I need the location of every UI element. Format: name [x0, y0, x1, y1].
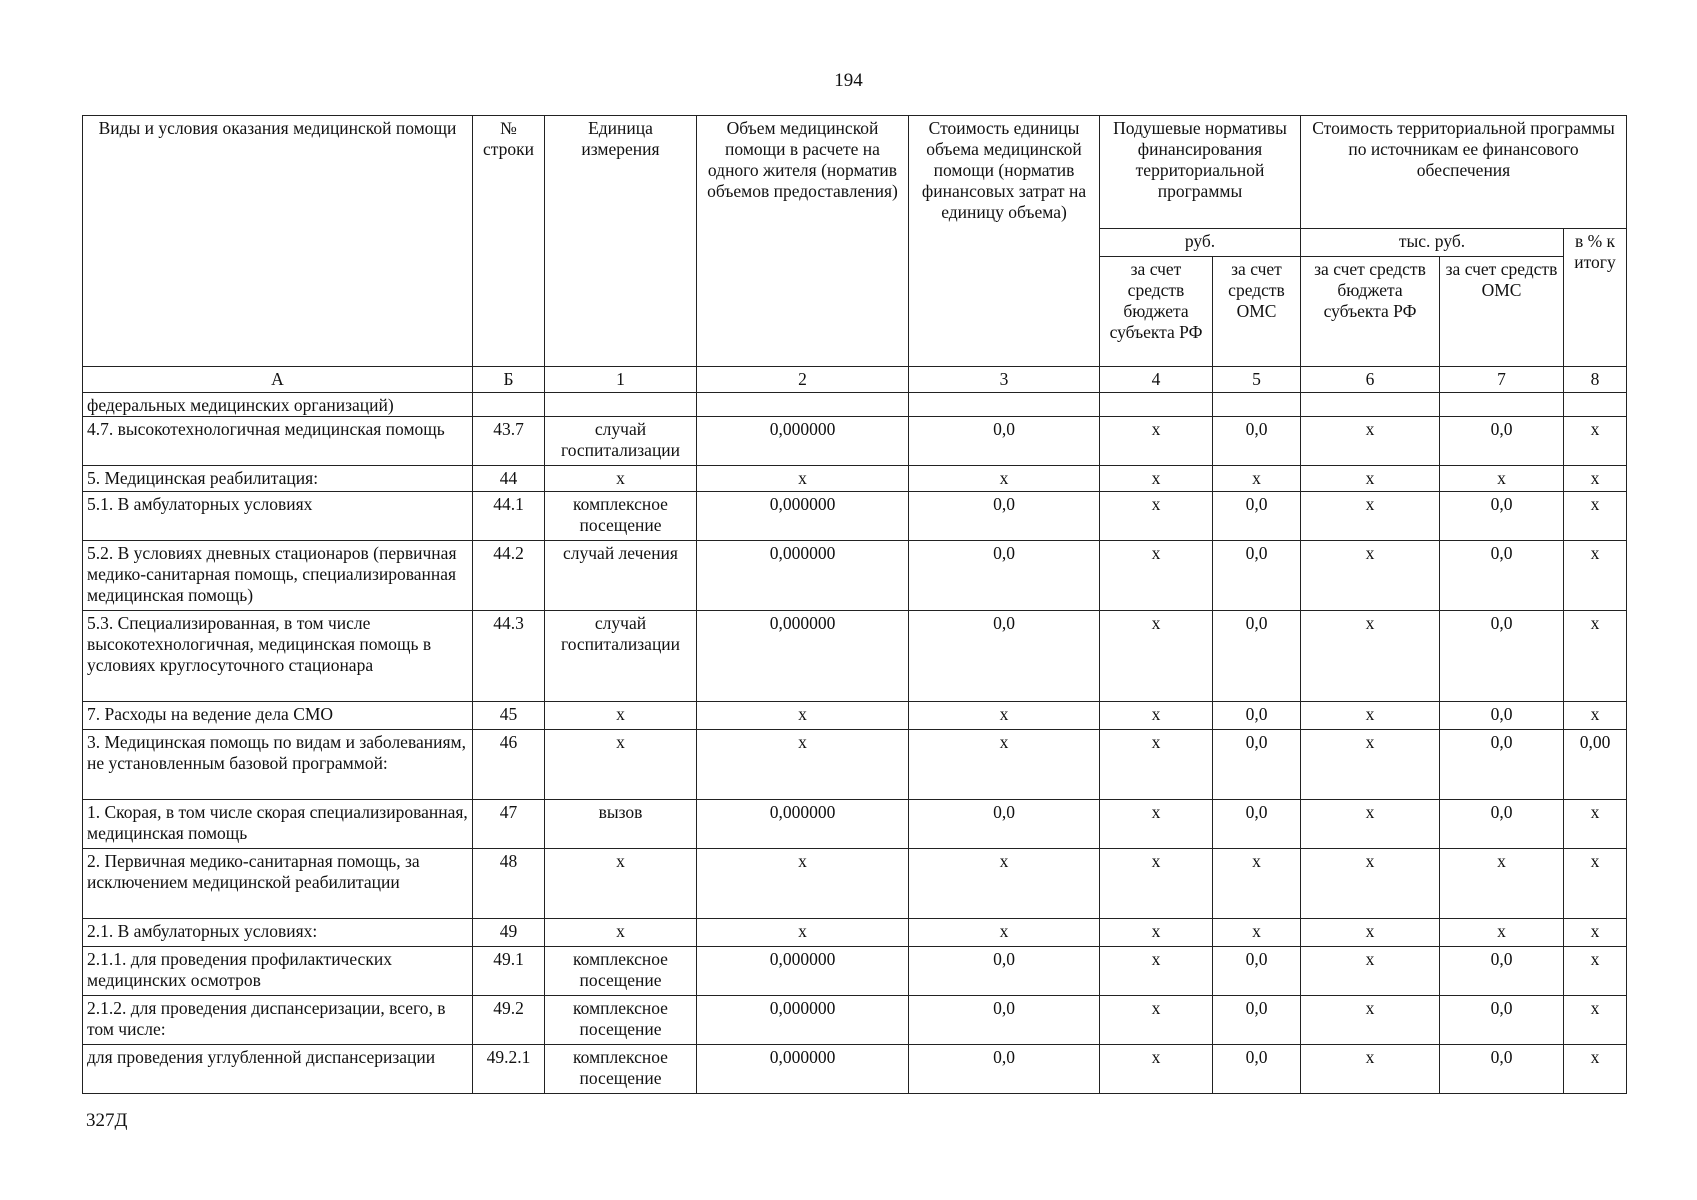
table-row: [83, 849, 1627, 919]
cost-budget: х: [1301, 466, 1440, 492]
percent-of-total: х: [1564, 947, 1627, 996]
unit-of-measure: комплексное посещение: [545, 996, 697, 1045]
table-row: [83, 800, 1627, 849]
header-col-1: Единица измерения: [545, 116, 697, 367]
row-label: 5.2. В условиях дневных стационаров (первичная медико-санитарная помощь, специализированная медицинская помощь): [83, 541, 473, 611]
unit-of-measure: комплексное посещение: [545, 492, 697, 541]
unit-of-measure: х: [545, 466, 697, 492]
table-row: [83, 393, 1627, 417]
row-number: 46: [473, 730, 545, 800]
column-index: 1: [545, 367, 697, 393]
per-capita-oms: 0,0: [1213, 702, 1301, 730]
unit-of-measure: х: [545, 849, 697, 919]
column-index: 3: [909, 367, 1100, 393]
column-index: 8: [1564, 367, 1627, 393]
row-label: 2.1. В амбулаторных условиях:: [83, 919, 473, 947]
cost-budget: х: [1301, 730, 1440, 800]
cost-oms: х: [1440, 466, 1564, 492]
unit-of-measure: комплексное посещение: [545, 1045, 697, 1094]
cost-oms: 0,0: [1440, 611, 1564, 702]
unit-of-measure: случай госпитализации: [545, 417, 697, 466]
unit-of-measure: случай лечения: [545, 541, 697, 611]
volume-per-capita: 0,000000: [697, 541, 909, 611]
unit-cost: 0,0: [909, 800, 1100, 849]
table-row: [83, 611, 1627, 702]
percent-of-total: х: [1564, 541, 1627, 611]
header-col-a: Виды и условия оказания медицинской помощи: [83, 116, 473, 367]
header-col-b: № строки: [473, 116, 545, 367]
column-index: 6: [1301, 367, 1440, 393]
unit-cost: 0,0: [909, 996, 1100, 1045]
cost-budget: х: [1301, 541, 1440, 611]
volume-per-capita: 0,000000: [697, 492, 909, 541]
per-capita-oms: [1213, 393, 1301, 417]
per-capita-oms: 0,0: [1213, 1045, 1301, 1094]
cost-budget: х: [1301, 1045, 1440, 1094]
column-index: 7: [1440, 367, 1564, 393]
column-index: 5: [1213, 367, 1301, 393]
percent-of-total: х: [1564, 1045, 1627, 1094]
header-thous-rub: тыс. руб.: [1301, 229, 1564, 257]
column-index: Б: [473, 367, 545, 393]
unit-cost: 0,0: [909, 417, 1100, 466]
page-number: 194: [834, 70, 863, 91]
per-capita-oms: х: [1213, 466, 1301, 492]
table-row: [83, 996, 1627, 1045]
unit-of-measure: случай госпитализации: [545, 611, 697, 702]
per-capita-budget: х: [1100, 541, 1213, 611]
cost-oms: 0,0: [1440, 417, 1564, 466]
row-number: 43.7: [473, 417, 545, 466]
per-capita-oms: 0,0: [1213, 417, 1301, 466]
cost-budget: х: [1301, 800, 1440, 849]
cost-oms: 0,0: [1440, 541, 1564, 611]
header-col-4: за счет средств бюджета субъекта РФ: [1100, 257, 1213, 367]
table-row: [83, 730, 1627, 800]
percent-of-total: х: [1564, 611, 1627, 702]
percent-of-total: х: [1564, 919, 1627, 947]
header-rub: руб.: [1100, 229, 1301, 257]
row-label: 3. Медицинская помощь по видам и заболеваниям, не установленным базовой программой:: [83, 730, 473, 800]
volume-per-capita: 0,000000: [697, 800, 909, 849]
cost-budget: х: [1301, 417, 1440, 466]
unit-cost: 0,0: [909, 492, 1100, 541]
row-label: федеральных медицинских организаций): [83, 393, 473, 417]
unit-cost: х: [909, 849, 1100, 919]
per-capita-oms: 0,0: [1213, 492, 1301, 541]
cost-oms: 0,0: [1440, 730, 1564, 800]
cost-oms: х: [1440, 919, 1564, 947]
header-col-3: Стоимость единицы объема медицинской помощи (норматив финансовых затрат на единицу объема): [909, 116, 1100, 367]
per-capita-budget: [1100, 393, 1213, 417]
volume-per-capita: х: [697, 919, 909, 947]
unit-of-measure: х: [545, 730, 697, 800]
financing-table: [82, 115, 1627, 1094]
per-capita-budget: х: [1100, 996, 1213, 1045]
per-capita-oms: 0,0: [1213, 800, 1301, 849]
percent-of-total: х: [1564, 417, 1627, 466]
unit-of-measure: вызов: [545, 800, 697, 849]
table-row: [83, 702, 1627, 730]
header-per-capita-group: Подушевые нормативы финансирования территориальной программы: [1100, 116, 1301, 229]
volume-per-capita: х: [697, 730, 909, 800]
percent-of-total: х: [1564, 800, 1627, 849]
per-capita-oms: 0,0: [1213, 730, 1301, 800]
unit-cost: 0,0: [909, 541, 1100, 611]
per-capita-budget: х: [1100, 1045, 1213, 1094]
header-col-7: за счет средств ОМС: [1440, 257, 1564, 367]
row-number: [473, 393, 545, 417]
row-label: 7. Расходы на ведение дела СМО: [83, 702, 473, 730]
row-number: 48: [473, 849, 545, 919]
header-pct-total: в % к итогу: [1564, 229, 1627, 367]
unit-of-measure: х: [545, 702, 697, 730]
header-col-2: Объем медицинской помощи в расчете на одного жителя (норматив объемов предоставления): [697, 116, 909, 367]
row-label: для проведения углубленной диспансеризации: [83, 1045, 473, 1094]
per-capita-oms: х: [1213, 919, 1301, 947]
percent-of-total: х: [1564, 702, 1627, 730]
cost-oms: 0,0: [1440, 800, 1564, 849]
per-capita-budget: х: [1100, 611, 1213, 702]
row-label: 4.7. высокотехнологичная медицинская помощь: [83, 417, 473, 466]
row-number: 45: [473, 702, 545, 730]
row-number: 47: [473, 800, 545, 849]
row-label: 1. Скорая, в том числе скорая специализированная, медицинская помощь: [83, 800, 473, 849]
unit-cost: х: [909, 702, 1100, 730]
cost-budget: х: [1301, 947, 1440, 996]
volume-per-capita: 0,000000: [697, 611, 909, 702]
volume-per-capita: 0,000000: [697, 1045, 909, 1094]
percent-of-total: 0,00: [1564, 730, 1627, 800]
unit-cost: [909, 393, 1100, 417]
volume-per-capita: 0,000000: [697, 996, 909, 1045]
unit-of-measure: х: [545, 919, 697, 947]
per-capita-oms: х: [1213, 849, 1301, 919]
row-number: 44: [473, 466, 545, 492]
per-capita-budget: х: [1100, 702, 1213, 730]
column-index-row: [83, 367, 1627, 393]
header-cost-group: Стоимость территориальной программы по источникам ее финансового обеспечения: [1301, 116, 1627, 229]
row-number: 44.3: [473, 611, 545, 702]
column-index: 4: [1100, 367, 1213, 393]
table-header: [83, 116, 1627, 367]
unit-of-measure: комплексное посещение: [545, 947, 697, 996]
table-row: [83, 466, 1627, 492]
per-capita-oms: 0,0: [1213, 947, 1301, 996]
cost-budget: х: [1301, 919, 1440, 947]
unit-cost: х: [909, 919, 1100, 947]
unit-cost: х: [909, 730, 1100, 800]
cost-oms: 0,0: [1440, 947, 1564, 996]
percent-of-total: х: [1564, 466, 1627, 492]
volume-per-capita: х: [697, 466, 909, 492]
row-label: 2.1.1. для проведения профилактических медицинских осмотров: [83, 947, 473, 996]
cost-budget: х: [1301, 996, 1440, 1045]
per-capita-budget: х: [1100, 849, 1213, 919]
cost-oms: 0,0: [1440, 492, 1564, 541]
volume-per-capita: х: [697, 702, 909, 730]
volume-per-capita: [697, 393, 909, 417]
document-code: 327Д: [86, 1110, 128, 1131]
unit-cost: 0,0: [909, 1045, 1100, 1094]
per-capita-budget: х: [1100, 919, 1213, 947]
per-capita-budget: х: [1100, 466, 1213, 492]
cost-budget: х: [1301, 849, 1440, 919]
cost-oms: 0,0: [1440, 996, 1564, 1045]
per-capita-oms: 0,0: [1213, 611, 1301, 702]
table-row: [83, 417, 1627, 466]
per-capita-budget: х: [1100, 492, 1213, 541]
per-capita-budget: х: [1100, 800, 1213, 849]
unit-cost: 0,0: [909, 611, 1100, 702]
unit-cost: х: [909, 466, 1100, 492]
per-capita-budget: х: [1100, 730, 1213, 800]
row-number: 49.2.1: [473, 1045, 545, 1094]
cost-budget: х: [1301, 611, 1440, 702]
per-capita-budget: х: [1100, 417, 1213, 466]
volume-per-capita: 0,000000: [697, 417, 909, 466]
cost-budget: х: [1301, 702, 1440, 730]
row-label: 5. Медицинская реабилитация:: [83, 466, 473, 492]
volume-per-capita: х: [697, 849, 909, 919]
row-label: 5.3. Специализированная, в том числе высокотехнологичная, медицинская помощь в условиях круглосуточного стационара: [83, 611, 473, 702]
row-number: 49.1: [473, 947, 545, 996]
per-capita-oms: 0,0: [1213, 541, 1301, 611]
row-number: 44.1: [473, 492, 545, 541]
column-index: 2: [697, 367, 909, 393]
cost-budget: х: [1301, 492, 1440, 541]
column-index: А: [83, 367, 473, 393]
percent-of-total: х: [1564, 492, 1627, 541]
cost-oms: 0,0: [1440, 702, 1564, 730]
row-label: 2.1.2. для проведения диспансеризации, всего, в том числе:: [83, 996, 473, 1045]
table-row: [83, 492, 1627, 541]
row-label: 2. Первичная медико-санитарная помощь, за исключением медицинской реабилитации: [83, 849, 473, 919]
table-row: [83, 919, 1627, 947]
table-body: [83, 367, 1627, 1094]
volume-per-capita: 0,000000: [697, 947, 909, 996]
per-capita-budget: х: [1100, 947, 1213, 996]
cost-oms: х: [1440, 849, 1564, 919]
percent-of-total: х: [1564, 849, 1627, 919]
row-number: 49: [473, 919, 545, 947]
table-row: [83, 1045, 1627, 1094]
cost-oms: 0,0: [1440, 1045, 1564, 1094]
unit-of-measure: [545, 393, 697, 417]
percent-of-total: [1564, 393, 1627, 417]
cost-oms: [1440, 393, 1564, 417]
header-col-5: за счет средств ОМС: [1213, 257, 1301, 367]
header-col-6: за счет средств бюджета субъекта РФ: [1301, 257, 1440, 367]
percent-of-total: х: [1564, 996, 1627, 1045]
cost-budget: [1301, 393, 1440, 417]
table-row: [83, 947, 1627, 996]
row-number: 49.2: [473, 996, 545, 1045]
row-number: 44.2: [473, 541, 545, 611]
table-row: [83, 541, 1627, 611]
row-label: 5.1. В амбулаторных условиях: [83, 492, 473, 541]
per-capita-oms: 0,0: [1213, 996, 1301, 1045]
unit-cost: 0,0: [909, 947, 1100, 996]
